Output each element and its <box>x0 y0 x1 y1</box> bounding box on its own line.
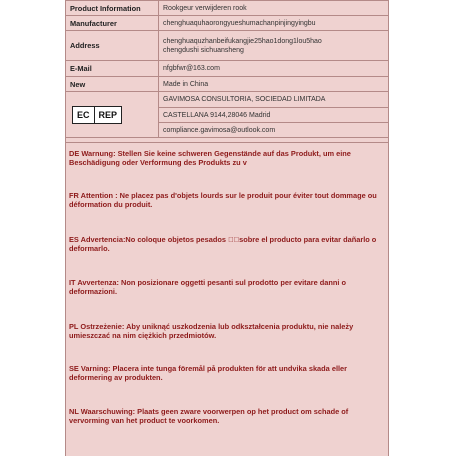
manufacturer-value: chenghuaquhaorongyueshumachanpinjingyingbu <box>159 16 389 31</box>
warning-nl: NL Waarschuwing: Plaats geen zware voorwerpen op het product om schade of vervorming van het product te voorkomen. <box>69 407 349 425</box>
ec-symbol-text: EC <box>77 110 90 120</box>
product-information-value: Rookgeur verwijderen rook <box>159 1 389 16</box>
new-label: New <box>66 77 159 92</box>
address-label: Address <box>66 31 159 61</box>
email-value: nfgbfwr@163.com <box>159 61 389 77</box>
manufacturer-label: Manufacturer <box>66 16 159 31</box>
warning-es: ES Advertencia:No coloque objetos pesados   sobre el producto para evitar dañarlo o deformarlo. <box>69 235 377 253</box>
warning-se: SE Varning: Placera inte tunga föremål på produkten för att undvika skada eller deformering av produkten. <box>69 364 348 382</box>
warning-pl: PL Ostrzeżenie: Aby uniknąć uszkodzenia lub odkształcenia produktu, nie należy umieszczać na nim ciężkich przedmiotów. <box>69 322 354 340</box>
new-value: Made in China <box>159 77 389 92</box>
warning-de: DE Warnung: Stellen Sie keine schweren Gegenstände auf das Produkt, um eine Beschädigung oder Verformung des Produkts zu v <box>69 149 351 167</box>
divider <box>65 142 389 143</box>
email-label: E-Mail <box>66 61 159 77</box>
rep-email-link[interactable]: compliance.gavimosa@outlook.com <box>159 123 389 138</box>
ec-rep-symbol <box>72 106 122 124</box>
address-value <box>159 31 389 61</box>
warning-it: IT Avvertenza: Non posizionare oggetti pesanti sul prodotto per evitare danni o deformazioni. <box>69 278 347 296</box>
address-line-2: chengdushi sichuansheng <box>163 46 244 54</box>
rep-address: CASTELLANA 9144,28046 Madrid <box>159 108 389 123</box>
rep-company: GAVIMOSA CONSULTORIA, SOCIEDAD LIMITADA <box>159 92 389 108</box>
rep-symbol-text: REP <box>94 107 122 123</box>
product-info-table <box>65 0 389 138</box>
warning-fr: FR Attention : Ne placez pas d'objets lourds sur le produit pour éviter tout dommage ou déformation du produit. <box>69 191 377 209</box>
address-line-1: chenghuaquzhanbeifukangjie25hao1dong1lou5hao <box>163 37 322 45</box>
ec-rep-cell <box>66 92 159 138</box>
product-information-label: Product Information <box>66 1 159 16</box>
